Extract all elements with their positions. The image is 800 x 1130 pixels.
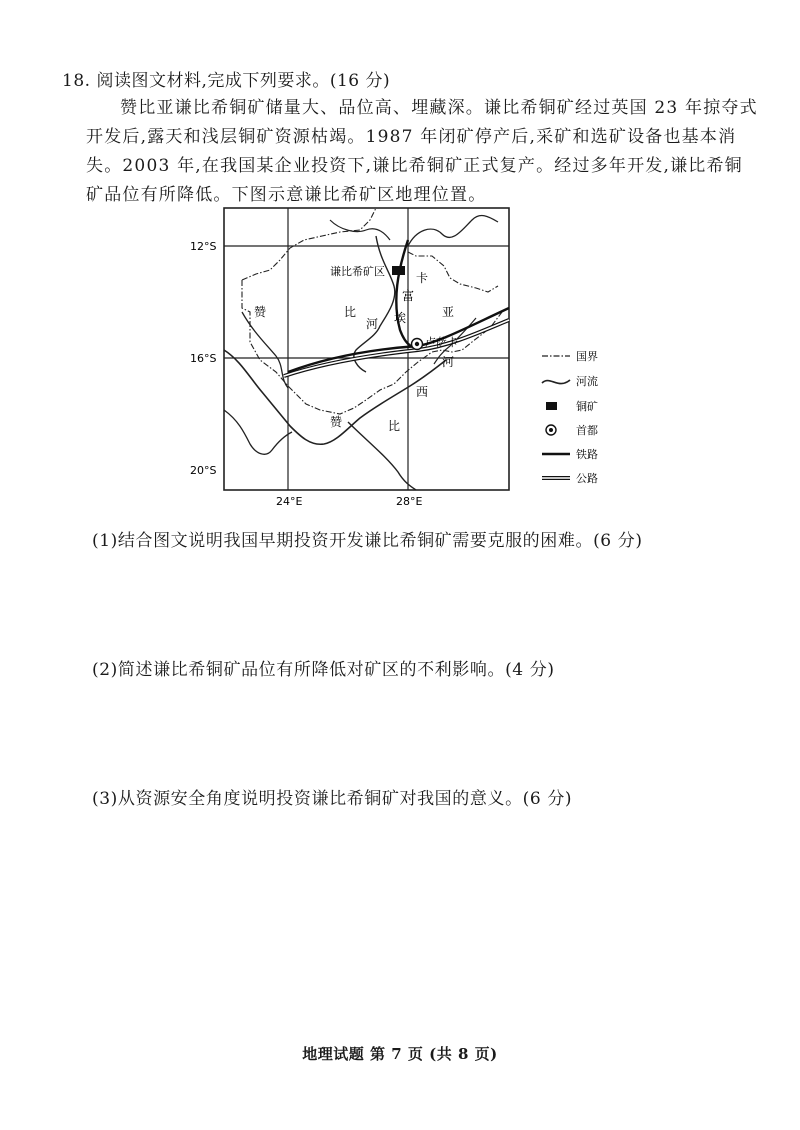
sub-question-1: (1)结合图文说明我国早期投资开发谦比希铜矿需要克服的困难。(6 分) (92, 531, 643, 551)
river-upper (242, 312, 288, 388)
legend-label: 河流 (576, 375, 598, 388)
sub-question-3: (3)从资源安全角度说明投资谦比希铜矿对我国的意义。(6 分) (92, 789, 573, 809)
river-north (330, 220, 390, 240)
river-label-he1: 河 (366, 317, 379, 331)
country-label-bi: 比 (344, 305, 357, 319)
country-label-zan-bottom: 赞 (330, 415, 343, 429)
sub-question-2: (2)简述谦比希铜矿品位有所降低对矿区的不利影响。(4 分) (92, 660, 555, 680)
page-footer: 地理试题 第 7 页 (共 8 页) (302, 1045, 498, 1063)
legend-label: 国界 (576, 350, 598, 363)
river-label-he2: 河 (442, 355, 455, 369)
copper-mine-marker (392, 266, 405, 275)
lon-label-28e: 28°E (396, 495, 423, 508)
map-legend (542, 350, 598, 485)
capital-icon-dot (549, 428, 553, 432)
river-northeast (408, 216, 498, 246)
question-title: 18. 阅读图文材料,完成下列要求。(16 分) (62, 71, 391, 91)
national-border (242, 208, 502, 414)
paragraph-line: 2003 年,在我国某企业投资下,谦比希铜矿正式复产。经过多年开发,谦比希铜矿品位 (86, 156, 743, 205)
paragraph-line: 赞比亚谦比希铜矿储量大、品位高、埋藏深。谦比希铜矿经过英国 23 年掠夺式开 (86, 98, 758, 147)
lat-label-20s: 20°S (190, 464, 217, 477)
capital-label: 卢萨卡 (425, 336, 458, 349)
river-label-ka: 卡 (416, 271, 429, 285)
river-south (348, 422, 416, 490)
map-frame (224, 208, 509, 490)
lat-label-16s: 16°S (190, 352, 217, 365)
mine-label: 谦比希矿区 (330, 265, 385, 278)
capital-marker-dot (415, 342, 419, 346)
river-label-bi: 比 (388, 419, 401, 433)
lat-label-12s: 12°S (190, 240, 217, 253)
legend-label: 公路 (576, 472, 598, 485)
location-map (180, 200, 610, 515)
paragraph-line: 有所降低。下图示意谦比希矿区地理位置。 (140, 185, 487, 205)
legend-label: 铜矿 (576, 400, 598, 413)
paragraph-line: 发后,露天和浅层铜矿资源枯竭。1987 年闭矿停产后,采矿和选矿设备也基本消失。 (86, 127, 737, 176)
copper-mine-icon (546, 402, 557, 410)
question-paragraph (86, 94, 758, 210)
lon-label-24e: 24°E (276, 495, 303, 508)
river-label-fu: 富 (402, 289, 415, 303)
legend-label: 铁路 (576, 448, 598, 461)
river-label-xi: 西 (416, 385, 429, 399)
river-icon (542, 380, 570, 384)
country-label-ya: 亚 (442, 305, 455, 319)
river-label-ai: 埃 (394, 311, 407, 325)
country-label-zan: 赞 (254, 305, 267, 319)
legend-label: 首都 (576, 424, 598, 437)
